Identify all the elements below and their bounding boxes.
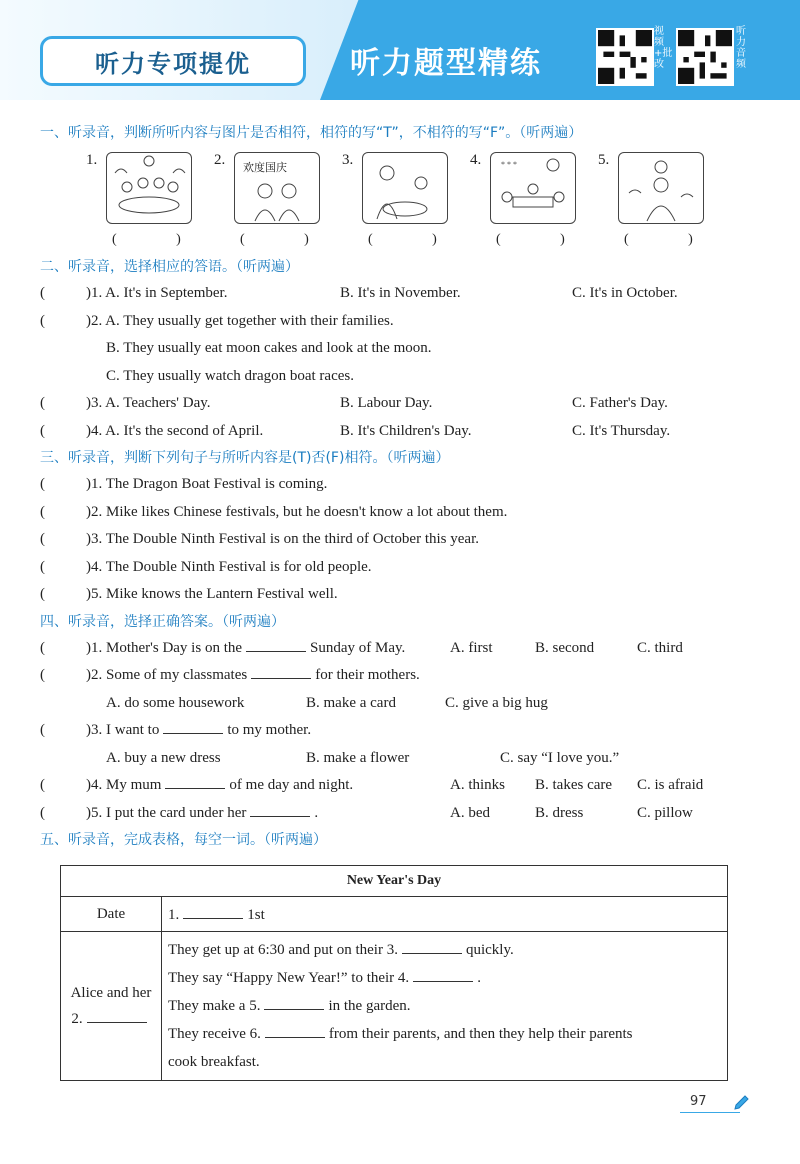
option-b: B. They usually eat moon cakes and look at the moon. (106, 340, 432, 356)
statement-text: )2. Mike likes Chinese festivals, but he doesn't know a lot about them. (86, 503, 508, 520)
statement-row (40, 526, 760, 554)
picture-item-3 (342, 152, 470, 256)
option-a: A. buy a new dress (106, 749, 221, 766)
page-number: 97 (690, 1094, 707, 1109)
fill-blank[interactable] (246, 637, 306, 652)
question-text: )3. I want to (86, 722, 160, 738)
option-c: C. give a big hug (445, 694, 548, 711)
picture-number: 3. (342, 152, 354, 168)
picture-row (40, 146, 760, 254)
question-text: . (314, 804, 319, 821)
activity-line (168, 1048, 721, 1076)
option-a: A. do some housework (106, 694, 245, 711)
option-row (40, 690, 760, 718)
activity-line (168, 936, 721, 964)
activity-line (168, 1020, 721, 1048)
question-row (40, 308, 760, 336)
father-child-picture (618, 152, 704, 224)
cell-text: Alice and her (70, 984, 152, 1001)
option-c: C. It's Thursday. (572, 422, 671, 439)
question-text: )3. A. Teachers' Day. (86, 395, 211, 411)
option-row (40, 363, 760, 391)
answer-blank[interactable]: ( ) (496, 232, 593, 247)
picture-caption: 欢度国庆 (243, 161, 287, 174)
question-row (40, 772, 760, 800)
option-b: B. It's Children's Day. (340, 422, 472, 439)
option-row (40, 335, 760, 363)
question-row (40, 418, 760, 446)
section-5-title: 五、听录音，完成表格，每空一词。（听两遍） (40, 832, 327, 848)
activity-line (168, 992, 721, 1020)
answer-blank[interactable]: ( ) (368, 232, 465, 247)
option-c: C. say “I love you.” (500, 749, 620, 766)
picture-item-4 (470, 152, 598, 256)
statement-text: )3. The Double Ninth Festival is on the third of October this year. (86, 531, 479, 547)
page-title: 听力题型精练 (350, 46, 542, 81)
option-b: B. Labour Day. (340, 395, 433, 411)
question-text: )1. Mother's Day is on the (86, 639, 243, 656)
option-b: B. make a card (306, 694, 396, 711)
answer-blank[interactable]: ( ) (112, 232, 209, 247)
question-row (40, 390, 760, 418)
fill-blank[interactable] (165, 774, 225, 789)
new-years-day-table (60, 865, 728, 1081)
answer-paren[interactable]: ( (40, 586, 45, 602)
cell-text: They receive 6. (168, 1026, 261, 1042)
option-a: A. first (450, 639, 493, 656)
question-text: )4. My mum (86, 777, 162, 793)
blank-number: 2. (71, 1010, 83, 1027)
answer-blank[interactable]: ( ) (624, 232, 721, 247)
qr1-label: 视频+批改 (654, 26, 673, 70)
header-banner (0, 0, 800, 100)
picture-item-2 (214, 152, 342, 256)
cell-text: in the garden. (328, 998, 411, 1014)
cell-text: quickly. (465, 942, 514, 958)
question-text: of me day and night. (229, 777, 354, 793)
fill-blank[interactable] (251, 664, 311, 679)
qr-code-icon[interactable] (676, 28, 734, 86)
question-row (40, 635, 760, 663)
section-2-title: 二、听录音，选择相应的答语。（听两遍） (40, 259, 299, 275)
worksheet (40, 120, 760, 1070)
answer-paren[interactable]: ( (40, 503, 45, 520)
svg-text:* * *: * * * (501, 160, 517, 169)
section-4-title: 四、听录音，选择正确答案。（听两遍） (40, 613, 285, 630)
option-b: B. dress (535, 804, 584, 821)
option-b: B. It's in November. (340, 285, 461, 301)
cell-text: from their parents, and then they help their parents (328, 1026, 633, 1042)
cell-text: They get up at 6:30 and put on their 3. (168, 942, 398, 958)
table-cell-activities (162, 932, 728, 1081)
cell-text: . (477, 970, 481, 986)
picture-item-1 (86, 152, 214, 256)
cell-text: They make a 5. (168, 998, 261, 1014)
series-label: 听力专项提优 (40, 36, 306, 86)
cell-text: 1st (247, 907, 265, 923)
picture-item-5 (598, 152, 726, 256)
question-row (40, 280, 760, 308)
question-text: )1. A. It's in September. (86, 285, 228, 301)
option-c: C. They usually watch dragon boat races. (106, 367, 354, 384)
fill-blank[interactable] (402, 939, 462, 954)
qr-code-icon[interactable] (596, 28, 654, 86)
question-text: )4. A. It's the second of April. (86, 422, 264, 439)
answer-paren[interactable]: ( (40, 531, 45, 547)
answer-paren[interactable]: ( (40, 722, 45, 738)
statement-row (40, 554, 760, 582)
option-row (40, 745, 760, 773)
fill-blank[interactable] (250, 802, 310, 817)
fill-blank[interactable] (163, 719, 223, 734)
picture-number: 5. (598, 152, 610, 168)
question-text: to my mother. (227, 722, 312, 738)
picture-number: 2. (214, 152, 226, 168)
answer-paren[interactable]: ( (40, 422, 45, 439)
answer-paren[interactable]: ( (40, 639, 45, 656)
option-c: C. third (637, 639, 683, 656)
option-c: C. is afraid (637, 777, 704, 793)
blank-number: 1. (168, 907, 180, 923)
answer-paren[interactable]: ( (40, 476, 45, 492)
answer-paren[interactable]: ( (40, 395, 45, 411)
question-text: Sunday of May. (310, 639, 406, 656)
answer-paren[interactable]: ( (40, 285, 45, 301)
picture-number: 4. (470, 152, 482, 168)
option-c: C. Father's Day. (572, 395, 668, 411)
statement-text: )4. The Double Ninth Festival is for old people. (86, 558, 372, 575)
fill-blank[interactable] (265, 1023, 325, 1038)
question-text: for their mothers. (315, 667, 420, 683)
question-text: )5. I put the card under her (86, 804, 247, 821)
national-day-picture (234, 152, 320, 224)
statement-text: )5. Mike knows the Lantern Festival well. (86, 586, 338, 602)
fill-blank[interactable] (264, 995, 324, 1010)
question-row (40, 800, 760, 828)
answer-paren[interactable]: ( (40, 558, 45, 575)
statement-row (40, 581, 760, 609)
option-a: A. thinks (450, 777, 506, 793)
cell-text: They say “Happy New Year!” to their 4. (168, 970, 410, 986)
option-b: B. second (535, 639, 595, 656)
option-b: B. make a flower (306, 749, 410, 766)
option-c: C. pillow (637, 804, 693, 821)
family-dinner-picture (106, 152, 192, 224)
table-label-who (61, 932, 162, 1081)
question-text: )2. Some of my classmates (86, 667, 248, 683)
page-underline (680, 1112, 740, 1113)
option-b: B. takes care (535, 777, 613, 793)
answer-paren[interactable]: ( (40, 777, 45, 793)
statement-row (40, 471, 760, 499)
option-c: C. It's in October. (572, 285, 678, 301)
moon-night-picture (490, 152, 576, 224)
statement-row (40, 499, 760, 527)
answer-paren[interactable]: ( (40, 667, 45, 683)
table-title: New Year's Day (61, 866, 728, 897)
section-3-title: 三、听录音，判断下列句子与所听内容是(T)否(F)相符。（听两遍） (40, 450, 450, 466)
pencil-icon (732, 1094, 750, 1112)
option-a: A. bed (450, 804, 490, 821)
activity-line (168, 964, 721, 992)
answer-paren[interactable]: ( (40, 312, 45, 329)
fill-blank[interactable] (413, 967, 473, 982)
cooking-family-picture (362, 152, 448, 224)
table-label-date: Date (61, 897, 162, 932)
table-cell-date (162, 897, 728, 932)
question-text: )2. A. They usually get together with their families. (86, 312, 394, 329)
fill-blank[interactable] (87, 1008, 147, 1023)
qr2-label: 听力音频 (736, 26, 746, 70)
question-row (40, 662, 760, 690)
picture-number: 1. (86, 152, 98, 168)
section-1-title: 一、听录音，判断所听内容与图片是否相符，相符的写“T”，不相符的写“F”。（听两遍） (40, 125, 583, 141)
fill-blank[interactable] (183, 904, 243, 919)
statement-text: )1. The Dragon Boat Festival is coming. (86, 476, 328, 492)
answer-paren[interactable]: ( (40, 804, 45, 821)
answer-blank[interactable]: ( ) (240, 232, 337, 247)
cell-text: cook breakfast. (168, 1054, 260, 1070)
question-row (40, 717, 760, 745)
